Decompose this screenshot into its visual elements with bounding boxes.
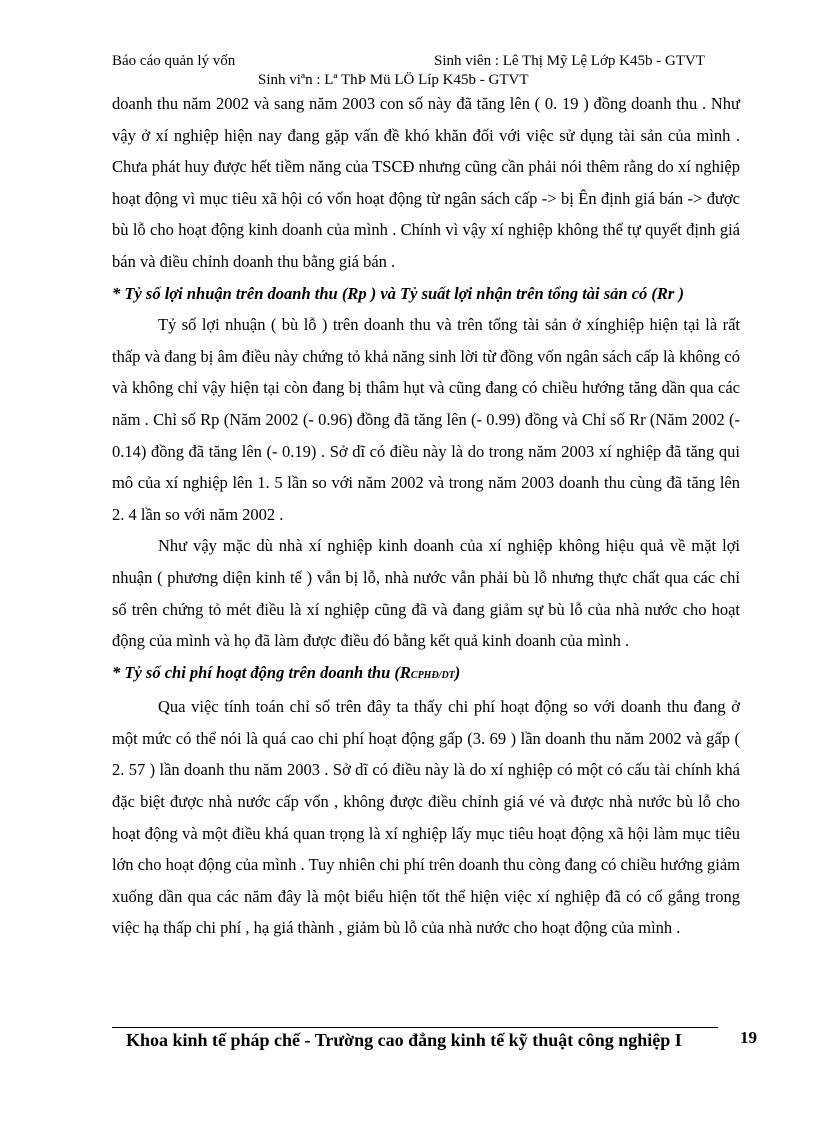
paragraph-4: Qua việc tính toán chỉ số trên đây ta thấy chi phí hoạt động so với doanh thu đang ở một mức có thể nói là quá cao chi phí hoạt động gấp (3. 69 ) lần doanh thu năm 2002 và gấp ( 2. 57 ) lần doanh thu năm 2003 . Sở dĩ có điều này là do xí nghiệp có một có cấu tài chính khá đặc biệt được nhà nước cấp vốn , không được điều chỉnh giá vé và được nhà nước bù lỗ cho hoạt động và một điều khá quan trọng là xí nghiệp lấy mục tiêu hoạt động xã hội làm mục tiêu lớn cho hoạt động của mình . Tuy nhiên chi phí trên doanh thu còng đang có chiều hướng giảm xuống dần qua các năm đây là một biểu hiện tốt thể hiện việc xí nghiệp đã có cố gắng trong việc hạ thấp chi phí , hạ giá thành , giảm bù lỗ của nhà nước cho hoạt động của mình . [112,697,740,938]
paragraph-3: Như vậy mặc dù nhà xí nghiệp kinh doanh của xí nghiệp không hiệu quả về mặt lợi nhuận ( phương diện kinh tế ) vẫn bị lỗ, nhà nước vẫn phải bù lỗ nhưng thực chất qua các chỉ số trên chứng tỏ mét điều là xí nghiệp cũng đã và đang giảm sự bù lỗ của nhà nước cho hoạt động của mình và họ đã làm được điều đó bằng kết quả kinh doanh của mình . [112,536,740,651]
footer-institution: Khoa kinh tế pháp chế - Trường cao đẳng kinh tế kỹ thuật công nghiệp I [126,1030,682,1050]
paragraph-2: Tỷ số lợi nhuận ( bù lỗ ) trên doanh thu và trên tổng tài sản ở xínghiệp hiện tại là rất thấp và đang bị âm điều này chứng tỏ khả năng sinh lời từ đồng vốn ngân sách cấp là không có và không chỉ vậy hiện tại còn đang bị thâm hụt và cũng đang có chiều hướng tăng dần qua các năm . Chỉ số Rp (Năm 2002 (- 0.96) đồng đã tăng lên (- 0.99) đồng và Chỉ số Rr (Năm 2002 (- 0.14) đồng đã tăng lên (- 0.19) . Sở dĩ có điều này là do trong năm 2003 xí nghiệp đã tăng qui mô của xí nghiệp lên 1. 5 lần so với năm 2002 và trong năm 2003 doanh thu cùng đã tăng lên 2. 4 lần so với năm 2002 . [112,315,740,524]
heading-text: * Tỷ số chi phí hoạt động trên doanh thu (R [112,662,411,682]
paragraph-1: doanh thu năm 2002 và sang năm 2003 con số này đã tăng lên ( 0. 19 ) đồng doanh thu . Như vậy ở xí nghiệp hiện nay đang gặp vấn đề khó khăn đối với việc sử dụng tài sản của mình . Chưa phát huy được hết tiềm năng của TSCĐ nhưng cũng cần phải nói thêm rằng do xí nghiệp hoạt động vì mục tiêu xã hội có vốn hoạt động từ ngân sách cấp -> bị Ên định giá bán -> được bù lỗ cho hoạt động kinh doanh của mình . Chính vì vậy xí nghiệp không thể tự quyết định giá bán và điều chỉnh doanh thu bằng giá bán . [112,94,740,271]
page-number: 19 [740,1028,757,1047]
heading-subscript: CPHĐ/DT [410,669,455,681]
header-student-garbled: Sinh viªn : Lª ThÞ Mü LÖ Líp K45b - GTVT [258,72,529,88]
header-title: Báo cáo quản lý vốn [112,53,236,69]
section-heading-cost-ratio [112,657,740,692]
heading-close: ) [454,662,461,682]
header-student: Sinh viên : Lê Thị Mỹ Lệ Lớp K45b - GTVT [434,53,705,69]
document-body [112,88,740,944]
footer-divider [112,1027,718,1028]
section-heading-rp-rr: * Tỷ số lợi nhuận trên doanh thu (Rp ) và Tỷ suất lợi nhận trên tổng tài sản có (Rr ) [112,283,684,303]
